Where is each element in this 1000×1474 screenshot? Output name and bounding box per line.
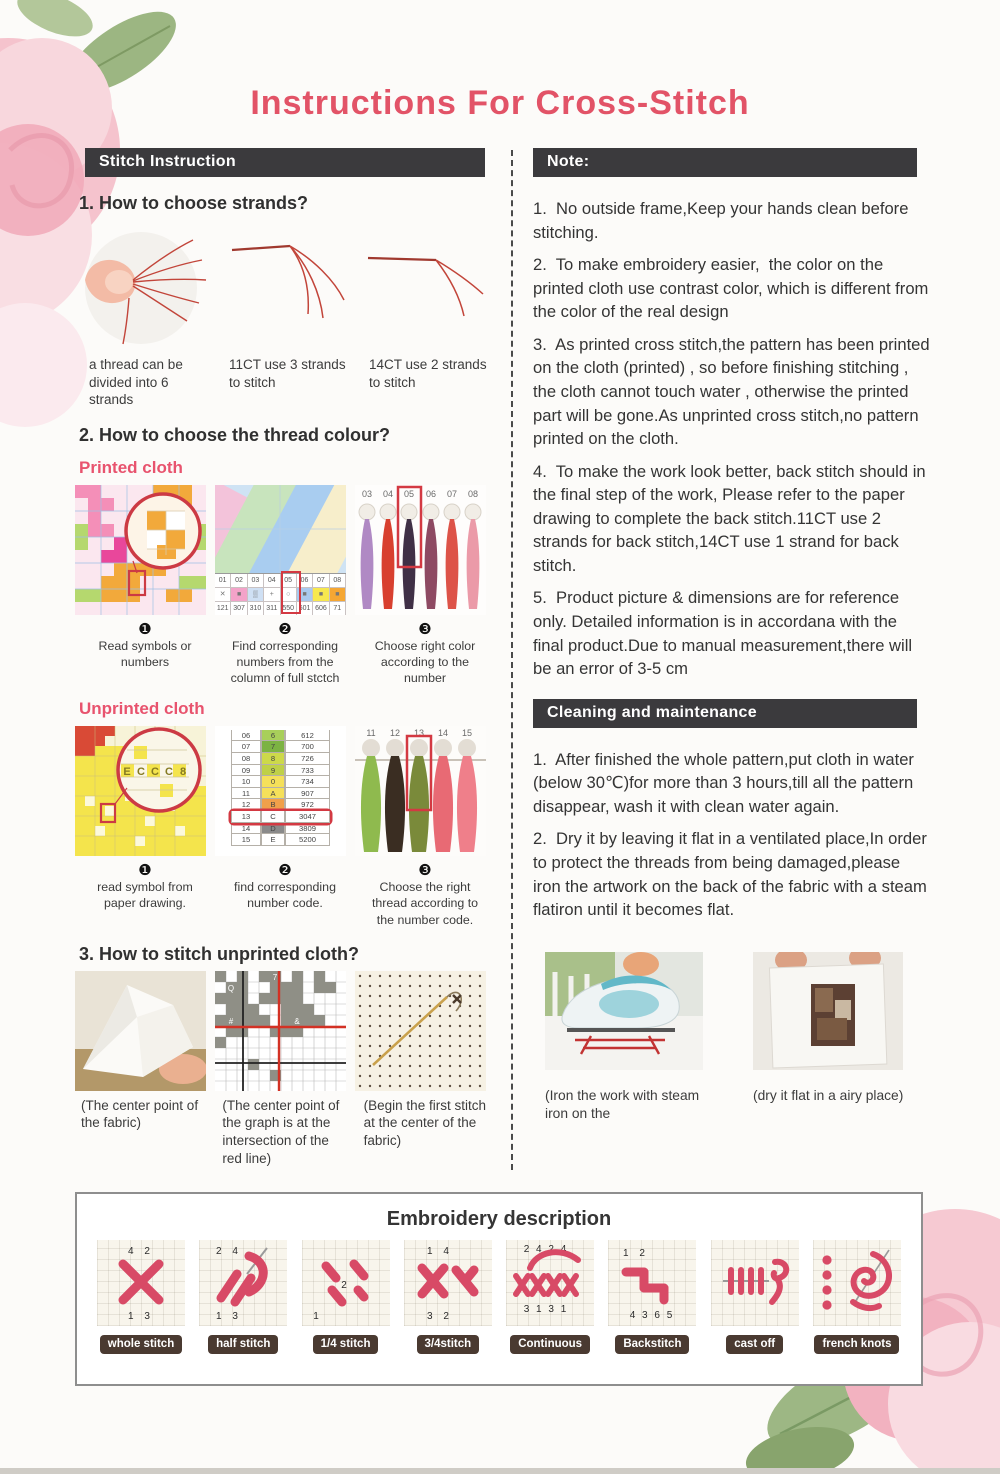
code-table-cell: 07: [231, 741, 261, 753]
unprinted-cloth-figures-row: [75, 726, 495, 856]
embroidery-description-box: [75, 1192, 923, 1386]
symbol-table-cell: ■: [231, 588, 247, 602]
symbol-table-row: [215, 602, 346, 615]
code-table-row: [231, 730, 330, 742]
unprinted-steps-row: [75, 861, 495, 928]
svg-text:3 2: 3 2: [426, 1311, 453, 1322]
step-caption: Choose the right thread according to the number code.: [371, 879, 479, 927]
backstitch-diagram: [608, 1240, 696, 1326]
note-item: 5. Product picture & dimensions are for reference only. Detailed information is in accordana with the final product.Due to manual measurement,there will be an error of 3-5 cm: [533, 588, 917, 679]
page-title: Instructions For Cross-Stitch: [250, 84, 750, 122]
left-column: [75, 148, 495, 1167]
cleaning-item: 2. Dry it by leaving it flat in a ventilated place,In order to protect the threads from being damaged,please iron the artwork on the back of the fabric with a steam flatiron until it becomes flat.: [533, 829, 932, 920]
step-number: ❷: [278, 861, 292, 879]
whole-stitch-diagram: [97, 1240, 185, 1326]
svg-text:&: &: [294, 1016, 300, 1026]
step-caption: Read symbols or numbers: [98, 638, 192, 670]
14ct-strands-illustration: [364, 220, 495, 350]
code-table-cell: 12: [231, 799, 261, 811]
code-table-cell: 10: [231, 776, 261, 788]
svg-text:1: 1: [312, 1311, 323, 1322]
code-table-cell: A: [261, 788, 285, 800]
thread-code-table: [231, 730, 330, 846]
continuous-stitch-diagram: [506, 1240, 594, 1326]
unprinted-step: [215, 861, 355, 928]
svg-text:08: 08: [467, 488, 479, 499]
svg-text:C: C: [137, 765, 145, 778]
svg-text:#: #: [228, 1016, 234, 1026]
symbol-table-cell: 01: [215, 574, 231, 588]
french-knots-tile: [811, 1240, 903, 1354]
svg-text:4 3 6 5: 4 3 6 5: [630, 1310, 675, 1321]
symbol-table-cell: ○: [281, 588, 297, 602]
svg-text:05: 05: [403, 488, 415, 499]
symbol-table-cell: ■: [297, 588, 313, 602]
unprinted-thread-skeins-illustration: [355, 726, 486, 856]
cast-off-diagram: [711, 1240, 799, 1326]
code-table-cell: 726: [285, 753, 330, 765]
iron-photo-caption: (Iron the work with steam iron on the: [545, 1087, 700, 1121]
code-table-cell: 3047: [285, 811, 330, 823]
stitch-label: half stitch: [208, 1335, 278, 1354]
code-table-cell: 09: [231, 765, 261, 777]
symbol-table-cell: 550: [281, 602, 297, 615]
note-item: 4. To make the work look better, back stitch should in the final step of the work, Please refer to the paper drawing to complete the back stitch.11CT use 2 strands for back stitch,14CT use 1 strand for back stitch.: [533, 461, 931, 575]
code-table-cell: 612: [285, 730, 330, 742]
code-table-cell: 15: [231, 834, 261, 846]
thread-divide-illustration: [75, 220, 215, 350]
backstitch-tile: [606, 1240, 698, 1354]
svg-text:13: 13: [413, 727, 425, 738]
code-table-cell: B: [261, 799, 285, 811]
code-table-row: [231, 834, 330, 846]
code-table-cell: 972: [285, 799, 330, 811]
symbol-table-cell: 311: [264, 602, 280, 615]
code-table-cell: 14: [231, 823, 261, 835]
code-table-cell: E: [261, 834, 285, 846]
svg-text:12: 12: [389, 727, 401, 738]
stitch-label: cast off: [726, 1335, 783, 1354]
symbol-table-cell: 121: [215, 602, 231, 615]
svg-text:15: 15: [461, 727, 473, 738]
symbol-table-cell: +: [264, 588, 280, 602]
french-knots-diagram: [813, 1240, 901, 1326]
stitch-unprinted-captions-row: [75, 1097, 495, 1167]
printed-pattern-magnifier-illustration: [75, 485, 206, 615]
half-stitch-diagram: [199, 1240, 287, 1326]
cast-off-tile: [709, 1240, 801, 1354]
embroidery-title: Embroidery description: [386, 1208, 612, 1230]
graph-center-illustration: [215, 971, 346, 1091]
code-table-cell: D: [261, 823, 285, 835]
quarter-stitch-diagram: [302, 1240, 390, 1326]
code-table-cell: 8: [261, 753, 285, 765]
svg-text:2 4: 2 4: [216, 1246, 243, 1257]
step-number: ❶: [138, 861, 152, 879]
cleaning-photos-row: [533, 952, 930, 1123]
symbol-table-cell: 06: [297, 574, 313, 588]
code-table-cell: 907: [285, 788, 330, 800]
printed-step: [215, 620, 355, 687]
svg-text:07: 07: [446, 488, 458, 499]
stitch-label: whole stitch: [100, 1335, 182, 1354]
unprinted-cloth-label: Unprinted cloth: [79, 698, 205, 718]
svg-text:E: E: [123, 765, 131, 778]
dry-flat-photo-figure: [753, 952, 921, 1123]
svg-text:11: 11: [366, 727, 376, 738]
stitch-instruction-header: Stitch Instruction: [85, 148, 485, 177]
code-table-row: [231, 741, 330, 753]
strand-captions-row: [75, 356, 495, 409]
svg-text:7: 7: [272, 972, 278, 982]
symbol-table-cell: 606: [313, 602, 329, 615]
whole-stitch-tile: [95, 1240, 187, 1354]
right-column: [533, 148, 935, 1122]
section1-heading: 1. How to choose strands?: [79, 193, 309, 213]
cleaning-item: 1. After finished the whole pattern,put cloth in water (below 30℃)for more than 3 hours,till all the pattern disappear, wash it with clean water again.: [533, 749, 919, 816]
steam-iron-illustration: [545, 952, 703, 1070]
section2-heading: 2. How to choose the thread colour?: [79, 424, 391, 445]
svg-text:1 3: 1 3: [128, 1311, 154, 1322]
symbol-table-cell: 307: [231, 602, 247, 615]
unprinted-symbol-grid-illustration: [75, 726, 206, 856]
first-stitch-needle-illustration: [355, 971, 486, 1091]
code-table-cell: 5200: [285, 834, 330, 846]
svg-text:14: 14: [437, 727, 449, 738]
code-table-cell: 6: [261, 730, 285, 742]
code-table-cell: C: [261, 811, 285, 823]
stitch-label: 3/4stitch: [417, 1335, 480, 1354]
printed-symbol-table-illustration: [215, 485, 346, 615]
unprinted-step: [75, 861, 215, 928]
printed-step: [75, 620, 215, 687]
step-caption: Find corresponding numbers from the column of full stctch: [230, 638, 340, 686]
three-quarter-stitch-diagram: [404, 1240, 492, 1326]
step-caption: read symbol from paper drawing.: [97, 879, 193, 911]
symbol-table-cell: 04: [264, 574, 280, 588]
symbol-table-row: [215, 574, 346, 588]
unprinted-step: [355, 861, 495, 928]
symbol-table-cell: ▒: [248, 588, 264, 602]
svg-text:4 2: 4 2: [128, 1246, 154, 1257]
code-table-row-highlighted: [231, 811, 330, 823]
code-table-cell: 700: [285, 741, 330, 753]
symbol-table-cell: 02: [231, 574, 247, 588]
note-item: 2. To make embroidery easier, the color on the printed cloth use contrast color, which is different from the color of the real design: [533, 255, 933, 322]
stitch-tiles-row: [77, 1231, 921, 1354]
strand-caption: a thread can be divided into 6 strands: [89, 357, 183, 408]
note-item: 3. As printed cross stitch,the pattern has been printed on the cloth (printed) , so before finishing stitching , the cloth cannot touch water , otherwise the printed part will be gone.As unprinted cross stitch,no pattern printed on the cloth.: [533, 334, 935, 449]
stitch-label: french knots: [814, 1335, 899, 1354]
svg-text:3 1 3 1: 3 1 3 1: [523, 1304, 569, 1315]
step-caption: find corresponding number code.: [234, 879, 336, 911]
code-table-cell: 06: [231, 730, 261, 742]
strand-figures-row: [75, 220, 495, 350]
symbol-table-cell: 310: [248, 602, 264, 615]
symbol-table-cell: 71: [330, 602, 346, 615]
code-table-row: [231, 765, 330, 777]
code-table-cell: 13: [231, 811, 261, 823]
dry-flat-illustration: [753, 952, 903, 1070]
note-item: 1. No outside frame,Keep your hands clean before stitching.: [533, 199, 914, 242]
svg-text:C: C: [151, 765, 159, 778]
printed-thread-skeins-illustration: [355, 485, 486, 615]
code-table-cell: 3809: [285, 823, 330, 835]
svg-text:1 4: 1 4: [426, 1246, 453, 1257]
strand-caption: 14CT use 2 strands to stitch: [369, 357, 487, 390]
step-number: ❸: [418, 861, 432, 879]
continuous-stitch-tile: [504, 1240, 596, 1354]
unprinted-code-table-illustration: [215, 726, 346, 856]
three-quarter-stitch-tile: [402, 1240, 494, 1354]
svg-text:1 2: 1 2: [623, 1248, 650, 1259]
printed-cloth-label: Printed cloth: [79, 457, 183, 477]
step-number: ❷: [278, 620, 292, 638]
svg-text:2 4 2 4: 2 4 2 4: [523, 1244, 569, 1255]
column-divider: [511, 150, 513, 1170]
code-table-row: [231, 788, 330, 800]
code-table-cell: 08: [231, 753, 261, 765]
code-table-cell: 11: [231, 788, 261, 800]
svg-text:06: 06: [425, 488, 437, 499]
fold-caption: (The center point of the fabric): [81, 1097, 199, 1131]
svg-text:03: 03: [361, 488, 373, 499]
symbol-table-cell: 08: [330, 574, 346, 588]
code-table-cell: 9: [261, 765, 285, 777]
svg-text:Q: Q: [227, 983, 235, 993]
stitch-unprinted-figures-row: [75, 971, 495, 1091]
quarter-stitch-tile: [300, 1240, 392, 1354]
iron-photo-figure: [545, 952, 713, 1123]
section3-heading: 3. How to stitch unprinted cloth?: [79, 943, 359, 964]
symbol-table-cell: ✕: [215, 588, 231, 602]
half-stitch-tile: [197, 1240, 289, 1354]
fabric-center-fold-illustration: [75, 971, 206, 1091]
graph-caption: (The center point of the graph is at the intersection of the red line): [222, 1097, 340, 1166]
page-bottom-edge: [0, 1468, 1000, 1474]
code-table-row: [231, 776, 330, 788]
strand-caption: 11CT use 3 strands to stitch: [229, 357, 346, 390]
printed-steps-row: [75, 620, 495, 687]
step-caption: Choose right color according to the number: [374, 638, 476, 686]
symbol-table-cell: 05: [281, 574, 297, 588]
symbol-table-cell: 601: [297, 602, 313, 615]
code-table-row: [231, 823, 330, 835]
code-table-row: [231, 799, 330, 811]
svg-text:8: 8: [179, 765, 187, 778]
code-table-cell: 0: [261, 776, 285, 788]
svg-text:C: C: [165, 765, 173, 778]
cleaning-header: Cleaning and maintenance: [533, 699, 917, 728]
11ct-strands-illustration: [224, 220, 355, 350]
printed-symbol-table: [215, 573, 346, 615]
symbol-table-cell: ■: [313, 588, 329, 602]
step-number: ❸: [418, 620, 432, 638]
code-table-row: [231, 753, 330, 765]
code-table-cell: 733: [285, 765, 330, 777]
symbol-table-row: [215, 588, 346, 602]
symbol-table-cell: 03: [248, 574, 264, 588]
svg-text:04: 04: [382, 488, 394, 499]
first-stitch-caption: (Begin the first stitch at the center of the fabric): [363, 1097, 486, 1148]
stitch-label: Backstitch: [615, 1335, 689, 1354]
dry-flat-photo-caption: (dry it flat in a airy place): [753, 1087, 904, 1103]
code-table-cell: 7: [261, 741, 285, 753]
code-table-cell: 734: [285, 776, 330, 788]
svg-text:1 3: 1 3: [216, 1311, 243, 1322]
printed-cloth-figures-row: [75, 485, 495, 615]
stitch-label: 1/4 stitch: [313, 1335, 379, 1354]
symbol-table-cell: 07: [313, 574, 329, 588]
step-number: ❶: [138, 620, 152, 638]
stitch-label: Continuous: [510, 1335, 590, 1354]
svg-text:2: 2: [340, 1280, 351, 1291]
symbol-table-cell: ■: [330, 588, 346, 602]
printed-step: [355, 620, 495, 687]
note-header: Note:: [533, 148, 917, 177]
